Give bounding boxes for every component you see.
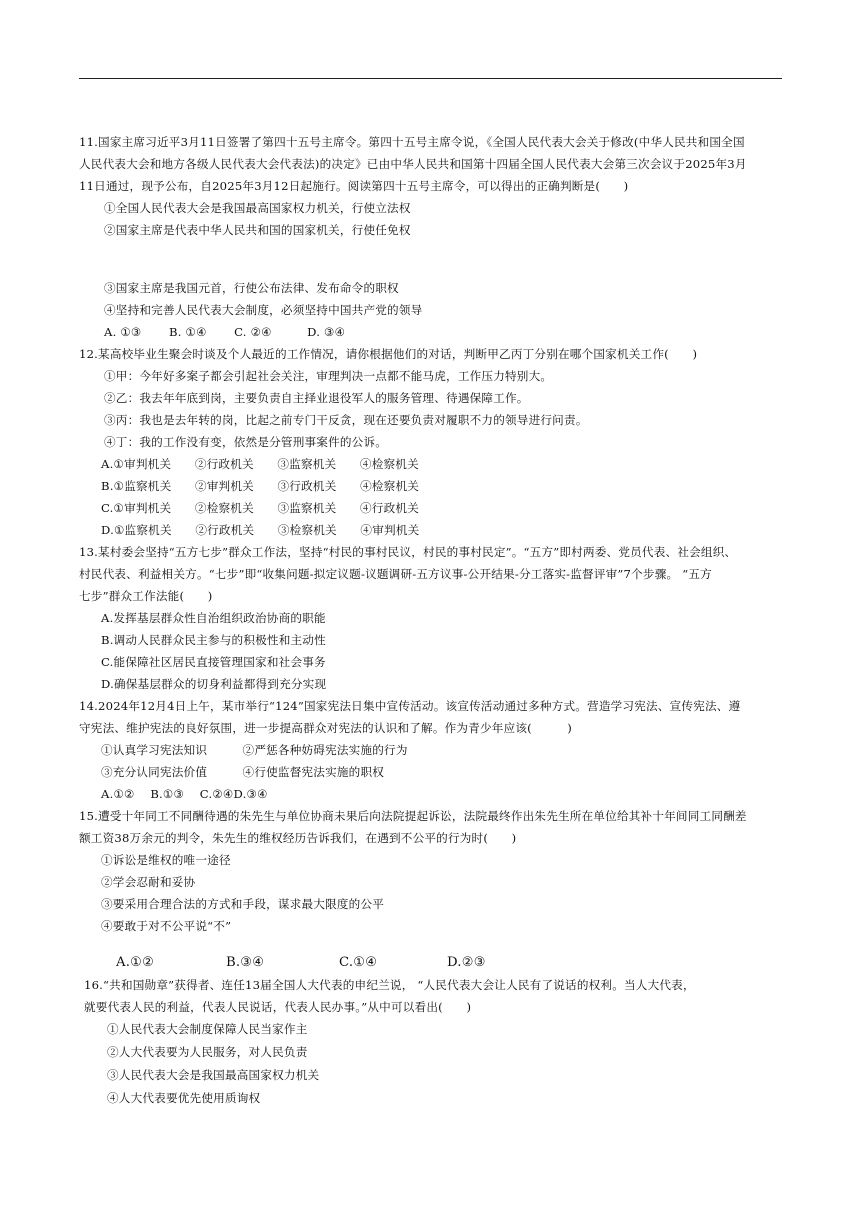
- q16-option-3: ③人民代表大会是我国最高国家权力机关: [107, 1068, 320, 1082]
- q13-stem-line3: 七步”群众工作法能( ): [79, 589, 213, 603]
- q15-choice-a: A.①②: [116, 955, 155, 970]
- q11-stem-line1: 11.国家主席习近平3月11日签署了第四十五号主席令。第四十五号主席令说，《全国人民代表大会关于修改(中华人民共和国全国: [79, 135, 745, 149]
- q12-statement-2: ②乙：我去年年底到岗，主要负责自主择业退役军人的服务管理、待遇保障工作。: [104, 391, 529, 405]
- q15-choice-b: B.③④: [226, 955, 265, 970]
- q11-option-4: ④坚持和完善人民代表大会制度，必须坚持中国共产党的领导: [104, 303, 423, 317]
- q11-choices: A. ①③ B. ①④ C. ②④ D. ③④: [104, 325, 346, 339]
- q13-choice-b: B.调动人民群众民主参与的积极性和主动性: [101, 633, 326, 647]
- q12-statement-4: ④丁：我的工作没有变，依然是分管刑事案件的公诉。: [104, 435, 388, 449]
- q11-stem-line2: 人民代表大会和地方各级人民代表大会代表法)的决定》已由中华人民共和国第十四届全国人民代表大会第三次会议于2025年3月: [79, 157, 747, 171]
- q16-stem-line2: 就要代表人民的利益，代表人民说话，代表人民办事。”从中可以看出( ): [84, 1000, 472, 1014]
- q11-option-1: ①全国人民代表大会是我国最高国家权力机关，行使立法权: [104, 201, 411, 215]
- q13-stem-line1: 13.某村委会坚持“五方七步”群众工作法，坚持“村民的事村民议，村民的事村民定”。“五方”即村两委、党员代表、社会组织、: [79, 545, 737, 559]
- q15-choice-d: D.②③: [447, 955, 486, 970]
- q11-option-2: ②国家主席是代表中华人民共和国的国家机关，行使任免权: [104, 223, 411, 237]
- q14-choices: A.①② B.①③ C.②④D.③④: [101, 787, 268, 801]
- q12-statement-1: ①甲：今年好多案子都会引起社会关注，审理判决一点都不能马虎，工作压力特别大。: [104, 369, 553, 383]
- q16-option-1: ①人民代表大会制度保障人民当家作主: [107, 1022, 308, 1036]
- q13-choice-a: A.发挥基层群众性自治组织政治协商的职能: [101, 611, 326, 625]
- q16-option-2: ②人大代表要为人民服务，对人民负责: [107, 1045, 308, 1059]
- q15-stem-line1: 15.遭受十年同工不同酬待遇的朱先生与单位协商未果后向法院提起诉讼，法院最终作出朱先生所在单位给其补十年间同工同酬差: [79, 809, 747, 823]
- q16-option-4: ④人大代表要优先使用质询权: [107, 1091, 261, 1105]
- q14-stem-line1: 14.2024年12月4日上午，某市举行“124”国家宪法日集中宣传活动。该宣传活动通过多种方式。营造学习宪法、宣传宪法、遵: [79, 699, 741, 713]
- q13-choice-c: C.能保障社区居民直接管理国家和社会事务: [101, 655, 326, 669]
- q15-option-2: ②学会忍耐和妥协: [101, 875, 196, 889]
- q11-stem-line3: 11日通过，现予公布，自2025年3月12日起施行。阅读第四十五号主席令，可以得出的正确判断是( ): [79, 179, 629, 193]
- q13-choice-d: D.确保基层群众的切身利益都得到充分实现: [101, 677, 327, 691]
- q15-choice-c: C.①④: [339, 955, 378, 970]
- q15-option-3: ③要采用合理合法的方式和手段，谋求最大限度的公平: [101, 897, 385, 911]
- q12-choice-d: D.①监察机关 ②行政机关 ③检察机关 ④审判机关: [101, 523, 420, 537]
- q15-stem-line2: 额工资38万余元的判令，朱先生的维权经历告诉我们，在遇到不公平的行为时( ): [79, 831, 517, 845]
- q15-option-4: ④要敢于对不公平说“不”: [101, 919, 232, 933]
- q12-choice-a: A.①审判机关 ②行政机关 ③监察机关 ④检察机关: [101, 457, 419, 471]
- q12-stem: 12.某高校毕业生聚会时谈及个人最近的工作情况，请你根据他们的对话，判断甲乙丙丁分别在哪个国家机关工作( ): [79, 347, 698, 361]
- q12-statement-3: ③丙：我也是去年转的岗，比起之前专门干反贪，现在还要负责对履职不力的领导进行问责。: [104, 413, 588, 427]
- q12-choice-b: B.①监察机关 ②审判机关 ③行政机关 ④检察机关: [101, 479, 420, 493]
- q16-stem-line1: 16.“共和国勋章”获得者、连任13届全国人大代表的申纪兰说， “人民代表大会让人民有了说话的权利。当人大代表，: [84, 978, 695, 992]
- q14-stem-line2: 守宪法、维护宪法的良好氛围，进一步提高群众对宪法的认识和了解。作为青少年应该( ): [79, 721, 572, 735]
- q11-option-3: ③国家主席是我国元首，行使公布法律、发布命令的职权: [104, 281, 399, 295]
- q13-stem-line2: 村民代表、利益相关方。“七步”即“收集问题-拟定议题-议题调研-五方议事-公开结果-分工落实-监督评审”7个步骤。 “五方: [79, 567, 712, 581]
- header-rule: [79, 78, 782, 79]
- q14-options-row2: ③充分认同宪法价值 ④行使监督宪法实施的职权: [101, 765, 385, 779]
- q14-options-row1: ①认真学习宪法知识 ②严惩各种妨碍宪法实施的行为: [101, 743, 408, 757]
- q12-choice-c: C.①审判机关 ②检察机关 ③监察机关 ④行政机关: [101, 501, 419, 515]
- q15-option-1: ①诉讼是维权的唯一途径: [101, 853, 231, 867]
